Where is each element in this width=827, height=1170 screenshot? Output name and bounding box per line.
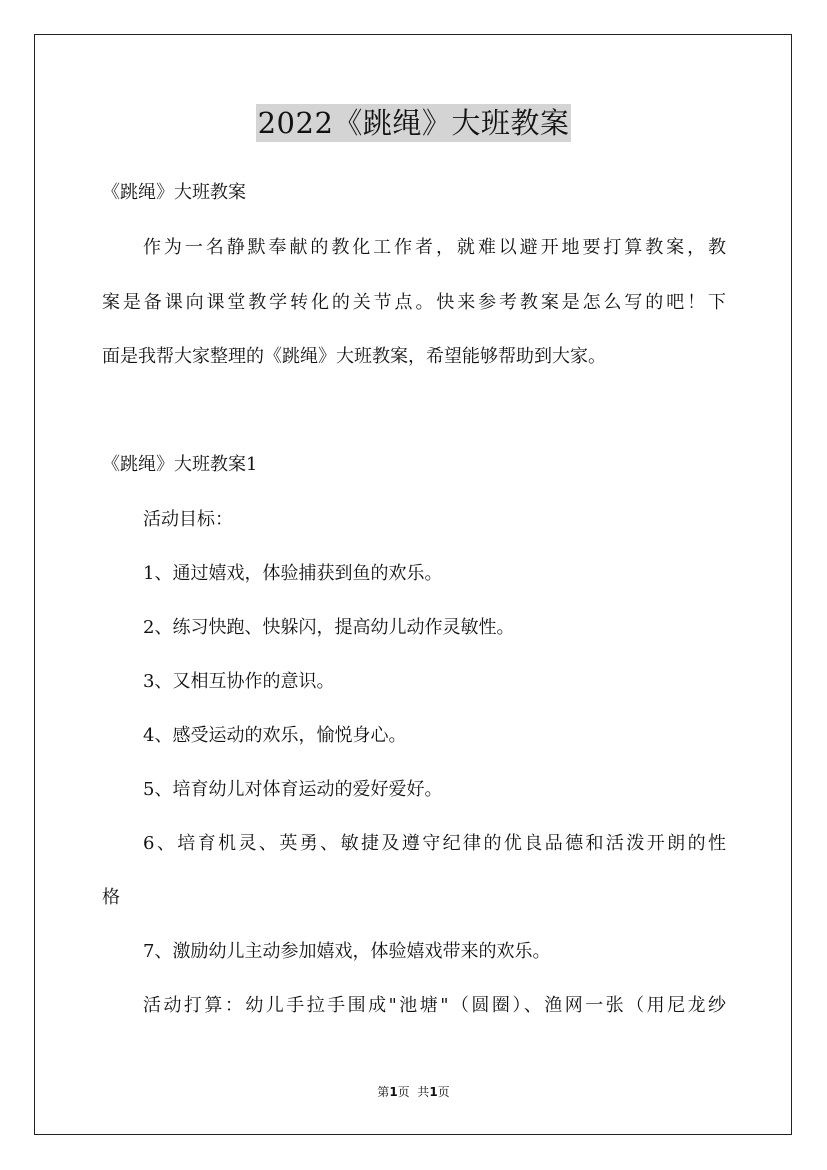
goal-item: 3、又相互协作的意识。 <box>143 671 335 692</box>
goal-item: 1、通过嬉戏，体验捕获到鱼的欢乐。 <box>143 563 443 584</box>
footer-page-number: 1 <box>389 1085 398 1099</box>
intro-line-3: 面是我帮大家整理的《跳绳》大班教案，希望能够帮助到大家。 <box>102 346 606 367</box>
goal-item: 5、培育幼儿对体育运动的爱好爱好。 <box>143 779 443 800</box>
goal-item-6-line-1: 6、培育机灵、英勇、敏捷及遵守纪律的优良品德和活泼开朗的性 <box>143 833 726 854</box>
title-wrap <box>0 104 827 142</box>
intro-line-2: 案是备课向课堂教学转化的关节点。快来参考教案是怎么写的吧！下 <box>102 292 726 313</box>
goal-item-7: 7、激励幼儿主动参加嬉戏，体验嬉戏带来的欢乐。 <box>143 941 551 962</box>
document-title: 2022《跳绳》大班教案 <box>257 106 570 140</box>
goal-item-6-line-2: 格 <box>102 887 120 908</box>
goal-item: 2、练习快跑、快躲闪，提高幼儿动作灵敏性。 <box>143 617 515 638</box>
document-subtitle: 《跳绳》大班教案 <box>102 182 246 203</box>
page-footer <box>0 1084 827 1100</box>
footer-prefix: 第 <box>377 1085 390 1099</box>
goals-label: 活动目标： <box>143 509 233 530</box>
intro-line-1: 作为一名静默奉献的教化工作者，就难以避开地要打算教案，教 <box>143 237 726 258</box>
footer-mid: 页 共 <box>397 1085 430 1099</box>
preparation-line: 活动打算：幼儿手拉手围成"池塘"（圆圈）、渔网一张（用尼龙纱 <box>143 995 726 1016</box>
footer-suffix: 页 <box>437 1085 450 1099</box>
goal-item: 4、感受运动的欢乐，愉悦身心。 <box>143 725 407 746</box>
section-heading: 《跳绳》大班教案1 <box>102 454 258 475</box>
footer-page-total: 1 <box>429 1085 438 1099</box>
